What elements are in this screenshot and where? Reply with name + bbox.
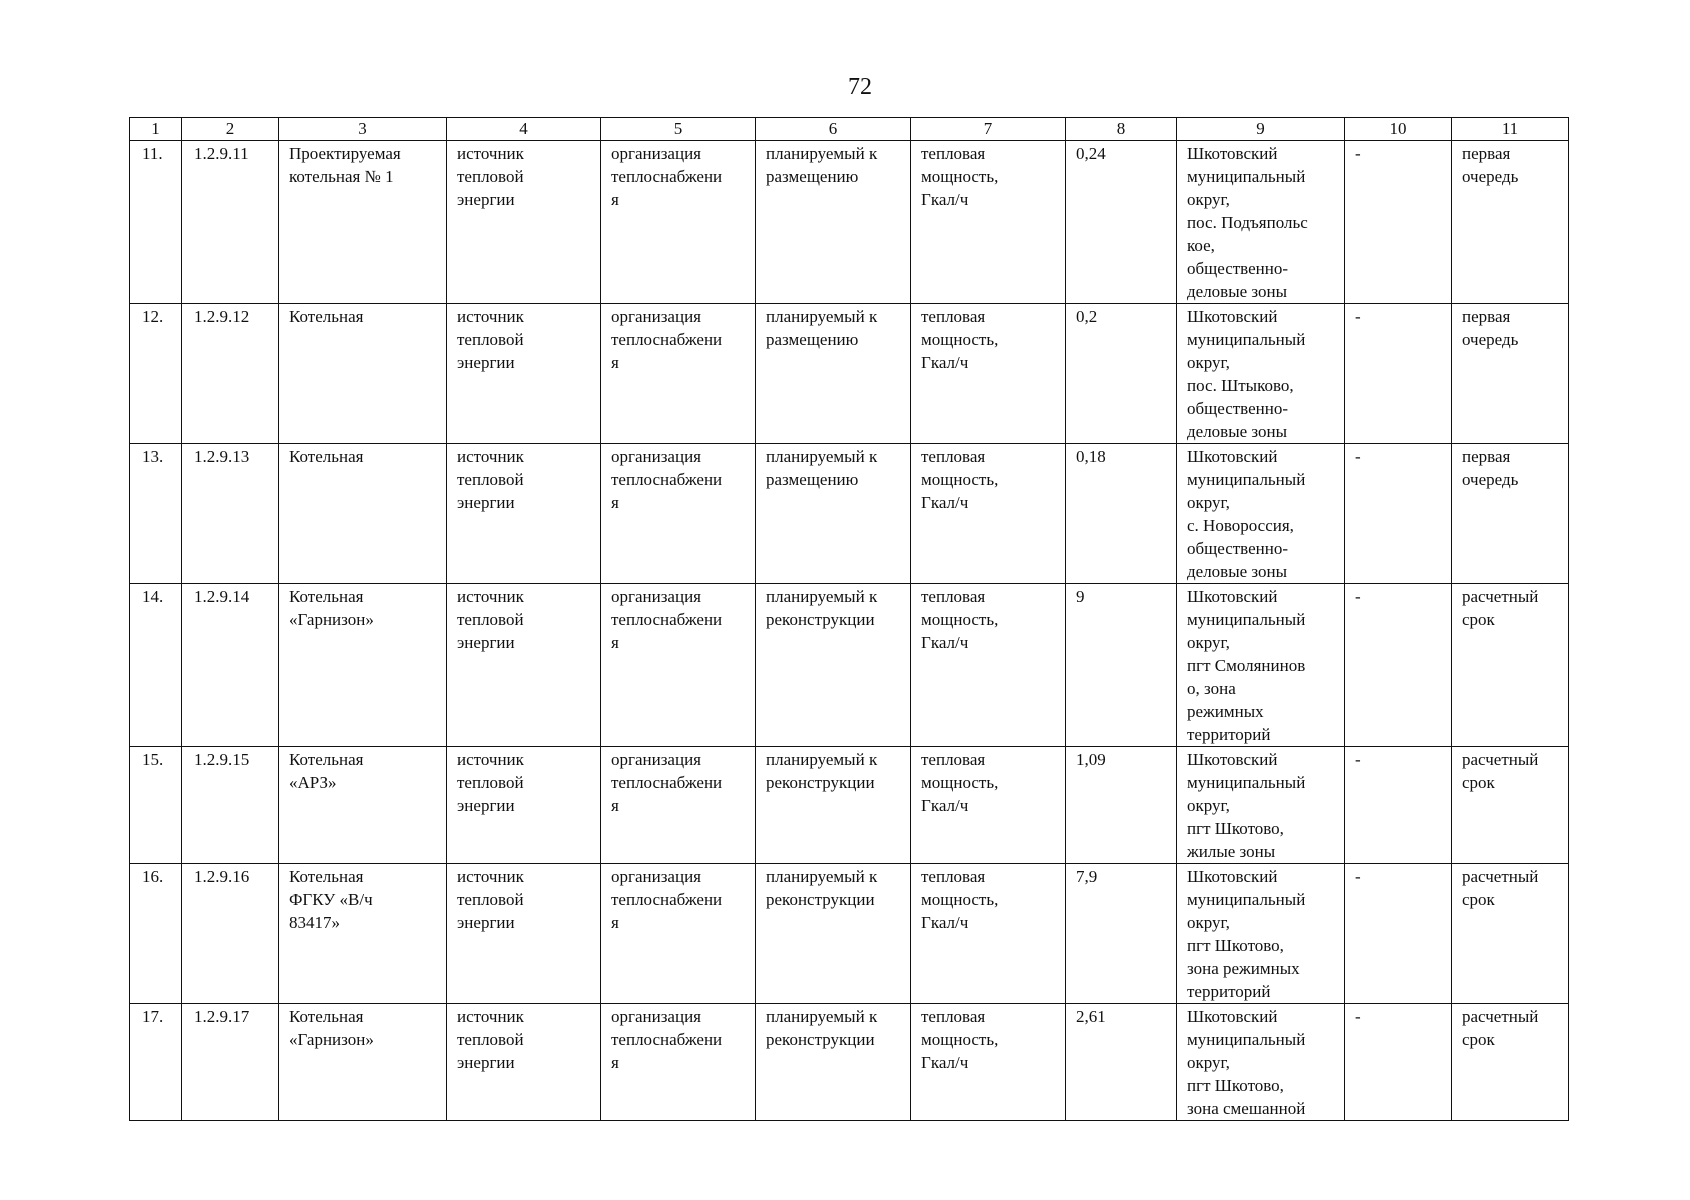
column-header: 4 <box>447 118 601 141</box>
object-type-cell: источник тепловой энергии <box>447 444 601 584</box>
term-cell: расчетный срок <box>1452 864 1569 1004</box>
code-cell: 1.2.9.13 <box>182 444 279 584</box>
object-name-cell: Проектируемая котельная № 1 <box>279 141 447 304</box>
term-cell: первая очередь <box>1452 304 1569 444</box>
column-header: 2 <box>182 118 279 141</box>
location-cell: Шкотовский муниципальный округ, пгт Шкотово, зона режимных территорий <box>1177 864 1345 1004</box>
object-type-cell: источник тепловой энергии <box>447 304 601 444</box>
code-cell: 1.2.9.17 <box>182 1004 279 1121</box>
row-number-cell: 16. <box>130 864 182 1004</box>
column-header: 6 <box>756 118 911 141</box>
status-cell: планируемый к размещению <box>756 141 911 304</box>
value-cell: 0,24 <box>1066 141 1177 304</box>
value-cell: 2,61 <box>1066 1004 1177 1121</box>
status-cell: планируемый к реконструкции <box>756 864 911 1004</box>
value-cell: 1,09 <box>1066 747 1177 864</box>
purpose-cell: организация теплоснабжени я <box>601 1004 756 1121</box>
table-row <box>130 864 1569 1004</box>
object-type-cell: источник тепловой энергии <box>447 747 601 864</box>
column-header: 8 <box>1066 118 1177 141</box>
purpose-cell: организация теплоснабжени я <box>601 141 756 304</box>
status-cell: планируемый к реконструкции <box>756 747 911 864</box>
row-number-cell: 17. <box>130 1004 182 1121</box>
zone-cell: - <box>1345 584 1452 747</box>
zone-cell: - <box>1345 444 1452 584</box>
location-cell: Шкотовский муниципальный округ, пгт Шкотово, зона смешанной <box>1177 1004 1345 1121</box>
header-row <box>130 118 1569 141</box>
object-type-cell: источник тепловой энергии <box>447 141 601 304</box>
table-row <box>130 304 1569 444</box>
status-cell: планируемый к размещению <box>756 444 911 584</box>
term-cell: расчетный срок <box>1452 1004 1569 1121</box>
status-cell: планируемый к размещению <box>756 304 911 444</box>
column-header: 11 <box>1452 118 1569 141</box>
value-cell: 7,9 <box>1066 864 1177 1004</box>
location-cell: Шкотовский муниципальный округ, пос. Штыково, общественно- деловые зоны <box>1177 304 1345 444</box>
object-name-cell: Котельная ФГКУ «В/ч 83417» <box>279 864 447 1004</box>
table-row <box>130 1004 1569 1121</box>
object-type-cell: источник тепловой энергии <box>447 864 601 1004</box>
code-cell: 1.2.9.12 <box>182 304 279 444</box>
value-cell: 0,2 <box>1066 304 1177 444</box>
characteristic-cell: тепловая мощность, Гкал/ч <box>911 747 1066 864</box>
object-name-cell: Котельная «Гарнизон» <box>279 1004 447 1121</box>
table-row <box>130 584 1569 747</box>
code-cell: 1.2.9.11 <box>182 141 279 304</box>
characteristic-cell: тепловая мощность, Гкал/ч <box>911 304 1066 444</box>
characteristic-cell: тепловая мощность, Гкал/ч <box>911 1004 1066 1121</box>
page-number: 72 <box>848 74 872 100</box>
value-cell: 9 <box>1066 584 1177 747</box>
row-number-cell: 12. <box>130 304 182 444</box>
data-table <box>129 117 1569 1121</box>
purpose-cell: организация теплоснабжени я <box>601 747 756 864</box>
table-row <box>130 444 1569 584</box>
column-header: 10 <box>1345 118 1452 141</box>
characteristic-cell: тепловая мощность, Гкал/ч <box>911 444 1066 584</box>
term-cell: расчетный срок <box>1452 584 1569 747</box>
purpose-cell: организация теплоснабжени я <box>601 864 756 1004</box>
status-cell: планируемый к реконструкции <box>756 1004 911 1121</box>
characteristic-cell: тепловая мощность, Гкал/ч <box>911 864 1066 1004</box>
characteristic-cell: тепловая мощность, Гкал/ч <box>911 141 1066 304</box>
zone-cell: - <box>1345 141 1452 304</box>
object-name-cell: Котельная «АРЗ» <box>279 747 447 864</box>
code-cell: 1.2.9.14 <box>182 584 279 747</box>
row-number-cell: 13. <box>130 444 182 584</box>
object-type-cell: источник тепловой энергии <box>447 1004 601 1121</box>
zone-cell: - <box>1345 304 1452 444</box>
column-header: 1 <box>130 118 182 141</box>
location-cell: Шкотовский муниципальный округ, пос. Подъяпольс кое, общественно- деловые зоны <box>1177 141 1345 304</box>
zone-cell: - <box>1345 747 1452 864</box>
location-cell: Шкотовский муниципальный округ, с. Новороссия, общественно- деловые зоны <box>1177 444 1345 584</box>
column-header: 5 <box>601 118 756 141</box>
code-cell: 1.2.9.15 <box>182 747 279 864</box>
term-cell: расчетный срок <box>1452 747 1569 864</box>
zone-cell: - <box>1345 864 1452 1004</box>
purpose-cell: организация теплоснабжени я <box>601 584 756 747</box>
object-name-cell: Котельная «Гарнизон» <box>279 584 447 747</box>
purpose-cell: организация теплоснабжени я <box>601 444 756 584</box>
column-header: 3 <box>279 118 447 141</box>
column-header: 9 <box>1177 118 1345 141</box>
table-row <box>130 141 1569 304</box>
zone-cell: - <box>1345 1004 1452 1121</box>
object-name-cell: Котельная <box>279 444 447 584</box>
row-number-cell: 11. <box>130 141 182 304</box>
table-row <box>130 747 1569 864</box>
location-cell: Шкотовский муниципальный округ, пгт Смолянинов о, зона режимных территорий <box>1177 584 1345 747</box>
location-cell: Шкотовский муниципальный округ, пгт Шкотово, жилые зоны <box>1177 747 1345 864</box>
value-cell: 0,18 <box>1066 444 1177 584</box>
object-type-cell: источник тепловой энергии <box>447 584 601 747</box>
characteristic-cell: тепловая мощность, Гкал/ч <box>911 584 1066 747</box>
object-name-cell: Котельная <box>279 304 447 444</box>
term-cell: первая очередь <box>1452 141 1569 304</box>
row-number-cell: 14. <box>130 584 182 747</box>
term-cell: первая очередь <box>1452 444 1569 584</box>
status-cell: планируемый к реконструкции <box>756 584 911 747</box>
row-number-cell: 15. <box>130 747 182 864</box>
column-header: 7 <box>911 118 1066 141</box>
purpose-cell: организация теплоснабжени я <box>601 304 756 444</box>
code-cell: 1.2.9.16 <box>182 864 279 1004</box>
